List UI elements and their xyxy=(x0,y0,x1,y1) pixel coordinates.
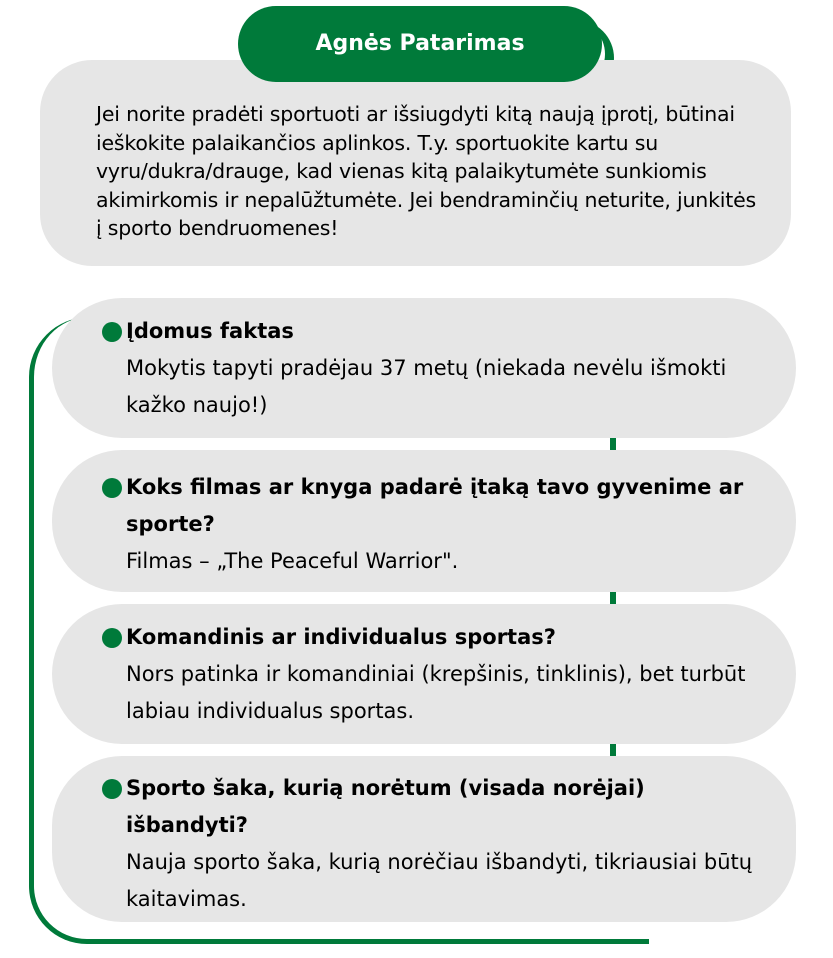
tip-title-pill xyxy=(238,6,602,82)
bullet-dot-icon xyxy=(102,478,122,498)
card-body: Nauja sporto šaka, kurią norėčiau išbandyti, tikriausiai būtų kaitavimas. xyxy=(126,850,753,911)
card-title: Sporto šaka, kurią norėtum (visada norėjai) išbandyti? xyxy=(126,776,645,837)
card-body: Nors patinka ir komandiniai (krepšinis, tinklinis), bet turbūt labiau individualus sportas. xyxy=(126,662,746,723)
tip-title: Agnės Patarimas xyxy=(315,31,525,56)
card-title: Koks filmas ar knyga padarė įtaką tavo gyvenime ar sporte? xyxy=(126,475,744,536)
bullet-dot-icon xyxy=(102,628,122,648)
card-body: Filmas – „The Peaceful Warrior". xyxy=(126,549,459,573)
connector-line-3 xyxy=(610,742,616,756)
card-body: Mokytis tapyti pradėjau 37 metų (niekada nevėlu išmokti kažko naujo!) xyxy=(126,356,727,417)
bullet-dot-icon xyxy=(102,779,122,799)
connector-line-2 xyxy=(610,591,616,605)
card-title: Įdomus faktas xyxy=(126,319,294,343)
tip-text: Jei norite pradėti sportuoti ar išsiugdyti kitą naują įprotį, būtinai ieškokite palaikančios aplinkos. T.y. sportuokite kartu su vyru/dukra/drauge, kad vienas kitą palaikytumėte sunkiomis akimirkomis ir nepalūžtumėte. Jei bendraminčių neturite, junkitės į sporto bendruomenes! xyxy=(96,102,756,240)
card-title: Komandinis ar individualus sportas? xyxy=(126,625,556,649)
connector-line-1 xyxy=(610,436,616,450)
bullet-dot-icon xyxy=(102,322,122,342)
